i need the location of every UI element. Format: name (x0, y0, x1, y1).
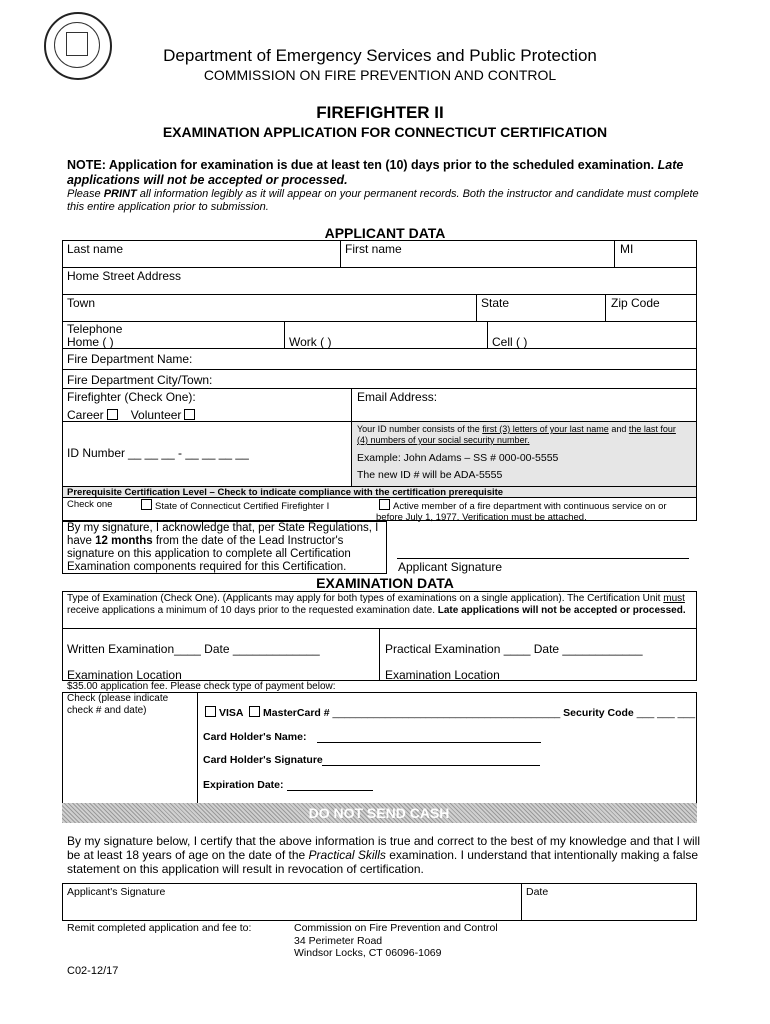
ff-check-label: Firefighter (Check One): (67, 390, 196, 404)
first-name-label: First name (345, 242, 402, 256)
card-holder-name-line[interactable] (317, 742, 541, 743)
applicant-signature-label: Applicant Signature (398, 560, 503, 574)
certify-italic: Practical Skills (308, 848, 386, 862)
exam-type-text (67, 593, 692, 616)
work-phone-label: Work ( ) (289, 335, 332, 349)
row-divider (62, 348, 697, 349)
print-instructions (67, 188, 707, 214)
address-line-2: 34 Perimeter Road (294, 935, 383, 947)
exam-col-divider (379, 628, 380, 681)
card-holder-signature-line[interactable] (322, 765, 540, 766)
state-label: State (481, 296, 510, 310)
email-label: Email Address: (357, 390, 438, 404)
exam-type-text-2: receive applications a minimum of 10 days prior to the requested examination date. (67, 604, 435, 616)
written-exam-field[interactable]: Written Examination____ Date _____________ (67, 642, 320, 656)
acknowledgement-months: 12 months (95, 535, 153, 547)
applicant-data-heading: APPLICANT DATA (324, 225, 446, 241)
note-late: Late applications will not be accepted or processed. (67, 158, 684, 187)
col-divider (476, 294, 477, 321)
id-number-label: ID Number (67, 446, 126, 460)
home-street-label: Home Street Address (67, 269, 182, 283)
career-label: Career (67, 408, 104, 422)
id-note-last: the last four (4) numbers of your social security number. (357, 424, 676, 445)
col-divider (340, 240, 341, 267)
form-title: FIREFIGHTER II (316, 103, 444, 122)
row-divider (62, 369, 697, 370)
please-word: Please (67, 188, 101, 200)
check-note: Check (please indicate check # and date) (67, 693, 169, 716)
prereq-option-1-label: State of Connecticut Certified Firefighter I (155, 501, 330, 512)
telephone-label: Telephone (67, 322, 123, 336)
exam-type-text-1: Type of Examination (Check One). (Applicants may apply for both types of examinations on a single application). The Certification Unit (67, 593, 661, 604)
visa-checkbox[interactable] (205, 706, 216, 717)
mastercard-label: MasterCard # (263, 707, 330, 719)
note-bold: NOTE: Application for examination is due at least ten (10) days prior to the scheduled examination. (67, 158, 655, 172)
acknowledgement-text-2: from the date of the Lead Instructor's signature on this application to complete all Certification Examination components required for this Certification. (67, 535, 351, 573)
ff-type-options (67, 408, 198, 422)
certify-text-1: By my signature below, I certify that the above information is true and correct to the best of my knowledge and that I will be at least 18 years of age on the date of the (67, 834, 700, 862)
practical-location-label: Examination Location (385, 668, 500, 682)
zip-label: Zip Code (611, 296, 660, 310)
id-number-field[interactable]: __ __ __ - __ __ __ __ (128, 446, 249, 460)
id-note-first: first (3) letters of your last name (482, 424, 609, 434)
prereq-check-one: Check one (67, 499, 113, 510)
prereq-option-1-checkbox[interactable] (141, 499, 152, 510)
fd-city-label: Fire Department City/Town: (67, 373, 213, 387)
security-code-label: Security Code (563, 707, 634, 719)
form-subtitle: EXAMINATION APPLICATION FOR CONNECTICUT CERTIFICATION (162, 124, 608, 140)
mastercard-checkbox[interactable] (249, 706, 260, 717)
id-note (357, 424, 687, 446)
expiration-date-label: Expiration Date: (203, 779, 284, 791)
row-divider (62, 388, 697, 389)
final-date-label: Date (526, 886, 549, 898)
address-line-1: Commission on Fire Prevention and Control (294, 922, 498, 934)
row-divider (62, 294, 697, 295)
col-divider (284, 321, 285, 348)
id-note-and: and (611, 424, 627, 434)
fee-label: $35.00 application fee. Please check type of payment below: (67, 681, 336, 692)
volunteer-label: Volunteer (130, 408, 182, 422)
mi-label: MI (620, 242, 634, 256)
last-name-label: Last name (67, 242, 124, 256)
address-line-3: Windsor Locks, CT 06096-1069 (294, 947, 442, 959)
prereq-option-2-label: Active member of a fire department with continuous service on or before July 1, 1977. Verification must be attached. (376, 501, 667, 523)
exam-data-heading: EXAMINATION DATA (316, 575, 454, 591)
print-instructions-text: all information legibly as it will appear on your permanent records. Both the instructor and candidate must complete this entire application prior to submission. (67, 188, 699, 213)
town-label: Town (67, 296, 96, 310)
volunteer-checkbox[interactable] (184, 409, 195, 420)
security-code-field[interactable]: ___ ___ ___ (636, 707, 696, 719)
row-divider (62, 321, 697, 322)
acknowledgement-text-1: By my signature, I acknowledge that, per State Regulations, I have (67, 522, 379, 547)
card-holder-signature-label: Card Holder's Signature (203, 754, 323, 766)
payment-col-divider (197, 692, 198, 803)
col-divider (614, 240, 615, 267)
prereq-option-1 (138, 499, 329, 512)
certify-text-2: examination. I understand that intentionally making a false statement on this application will result in revocation of certification. (67, 848, 699, 876)
row-divider (62, 267, 697, 268)
practical-exam-field[interactable]: Practical Examination ____ Date ____________ (385, 642, 643, 656)
note-text (67, 158, 707, 188)
fd-name-label: Fire Department Name: (67, 352, 193, 366)
career-checkbox[interactable] (107, 409, 118, 420)
department-name: Department of Emergency Services and Public Protection (163, 46, 597, 65)
col-divider (605, 294, 606, 321)
col-divider (487, 321, 488, 348)
certify-text (67, 834, 707, 876)
id-note-lead: Your ID number consists of the (357, 424, 480, 434)
remit-label: Remit completed application and fee to: (67, 922, 252, 934)
commission-name: COMMISSION ON FIRE PREVENTION AND CONTROL (203, 67, 557, 83)
no-cash-banner: DO NOT SEND CASH (308, 805, 450, 821)
exam-type-must: must (663, 593, 685, 604)
home-phone-label: Home ( ) (67, 335, 114, 349)
expiration-date-line[interactable] (287, 790, 373, 791)
written-location-label: Examination Location (67, 668, 182, 682)
prereq-heading: Prerequisite Certification Level – Check to indicate compliance with the certification prerequisite (67, 487, 504, 498)
final-col-divider (521, 883, 522, 921)
form-code: C02-12/17 (67, 965, 119, 977)
final-applicant-signature-label: Applicant's Signature (67, 886, 166, 898)
print-word: PRINT (103, 188, 137, 200)
exam-type-bold: Late applications will not be accepted or processed. (437, 604, 686, 616)
card-holder-name-label: Card Holder's Name: (203, 731, 307, 743)
id-new: The new ID # will be ADA-5555 (357, 469, 503, 481)
prereq-option-2 (376, 499, 691, 523)
id-example: Example: John Adams – SS # 000-00-5555 (357, 452, 559, 464)
card-type-row (202, 706, 695, 719)
applicant-signature-line[interactable] (397, 558, 689, 559)
visa-label: VISA (219, 707, 244, 719)
prereq-option-2-checkbox[interactable] (379, 499, 390, 510)
acknowledgement-text (67, 522, 385, 574)
mastercard-number-field[interactable]: _______________________________________ (332, 707, 561, 719)
cell-phone-label: Cell ( ) (492, 335, 528, 349)
